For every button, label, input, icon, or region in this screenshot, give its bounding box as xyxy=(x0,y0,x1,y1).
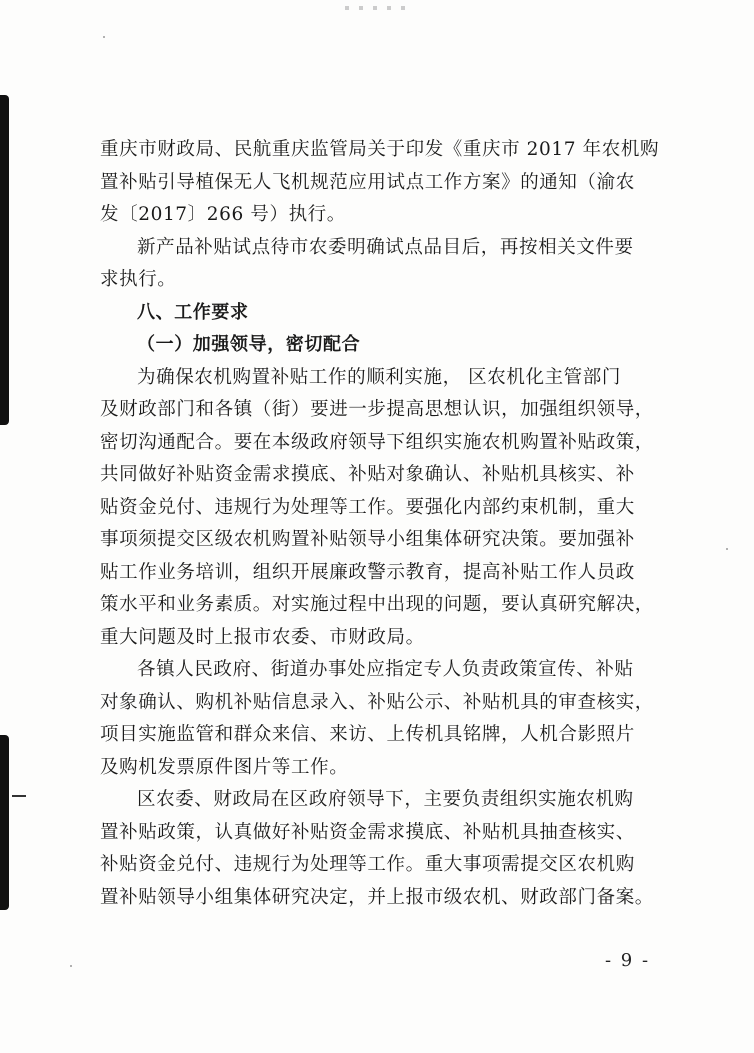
text-line: （一）加强领导，密切配合 xyxy=(137,334,361,355)
text-line: 补贴资金兑付、违规行为处理等工作。重大事项需提交区农机购 xyxy=(100,854,635,875)
text-line: 置补贴引导植保无人飞机规范应用试点工作方案》的通知（渝农 xyxy=(100,171,635,193)
page-number: - 9 - xyxy=(605,950,651,971)
scan-speck xyxy=(70,965,72,967)
text-line: 贴资金兑付、违规行为处理等工作。要强化内部约束机制，重大 xyxy=(100,496,635,518)
scan-edge-mark-bottom xyxy=(0,735,9,910)
text-line: 策水平和业务素质。对实施过程中出现的问题，要认真研究解决， xyxy=(100,594,654,615)
text-line: 区农委、财政局在区政府领导下，主要负责组织实施农机购 xyxy=(137,789,634,810)
subsection-heading xyxy=(100,329,668,362)
document-body xyxy=(100,134,668,914)
text-line: 及财政部门和各镇（街）要进一步提高思想认识，加强组织领导， xyxy=(100,399,654,420)
paragraph xyxy=(100,362,668,655)
scan-top-specks xyxy=(345,6,405,10)
scan-speck xyxy=(726,548,728,550)
text-line: 事项须提交区级农机购置补贴领导小组集体研究决策。要加强补 xyxy=(100,529,635,550)
scan-edge-mark-top xyxy=(0,95,9,425)
text-line: 新产品补贴试点待市农委明确试点品目后，再按相关文件要 xyxy=(137,236,634,258)
text-line: 及购机发票原件图片等工作。 xyxy=(100,756,349,778)
text-line: 置补贴领导小组集体研究决定，并上报市级农机、财政部门备案。 xyxy=(100,886,654,908)
paragraph xyxy=(100,784,668,914)
section-heading xyxy=(100,297,668,330)
text-line: 重庆市财政局、民航重庆监管局关于印发《重庆市 2017 年农机购 xyxy=(100,139,660,160)
text-line: 贴工作业务培训，组织开展廉政警示教育，提高补贴工作人员政 xyxy=(100,561,635,583)
text-line: 发〔2017〕266 号）执行。 xyxy=(100,204,346,225)
text-line: 对象确认、购机补贴信息录入、补贴公示、补贴机具的审查核实， xyxy=(100,691,654,713)
paragraph xyxy=(100,134,668,232)
text-line: 共同做好补贴资金需求摸底、补贴对象确认、补贴机具核实、补 xyxy=(100,464,635,485)
text-line: 各镇人民政府、街道办事处应指定专人负责政策宣传、补贴 xyxy=(137,659,634,680)
text-line: 重大问题及时上报市农委、市财政局。 xyxy=(100,626,425,648)
paragraph xyxy=(100,654,668,784)
text-line: 项目实施监管和群众来信、来访、上传机具铭牌，人机合影照片 xyxy=(100,724,635,745)
text-line: 置补贴政策，认真做好补贴资金需求摸底、补贴机具抽查核实、 xyxy=(100,821,635,843)
text-line: 密切沟通配合。要在本级政府领导下组织实施农机购置补贴政策， xyxy=(100,431,654,453)
paragraph xyxy=(100,232,668,297)
text-line: 八、工作要求 xyxy=(137,301,249,323)
scan-speck xyxy=(103,36,105,38)
text-line: 为确保农机购置补贴工作的顺利实施， 区农机化主管部门 xyxy=(137,366,621,388)
text-line: 求执行。 xyxy=(100,269,177,290)
scan-edge-tick xyxy=(12,795,26,797)
